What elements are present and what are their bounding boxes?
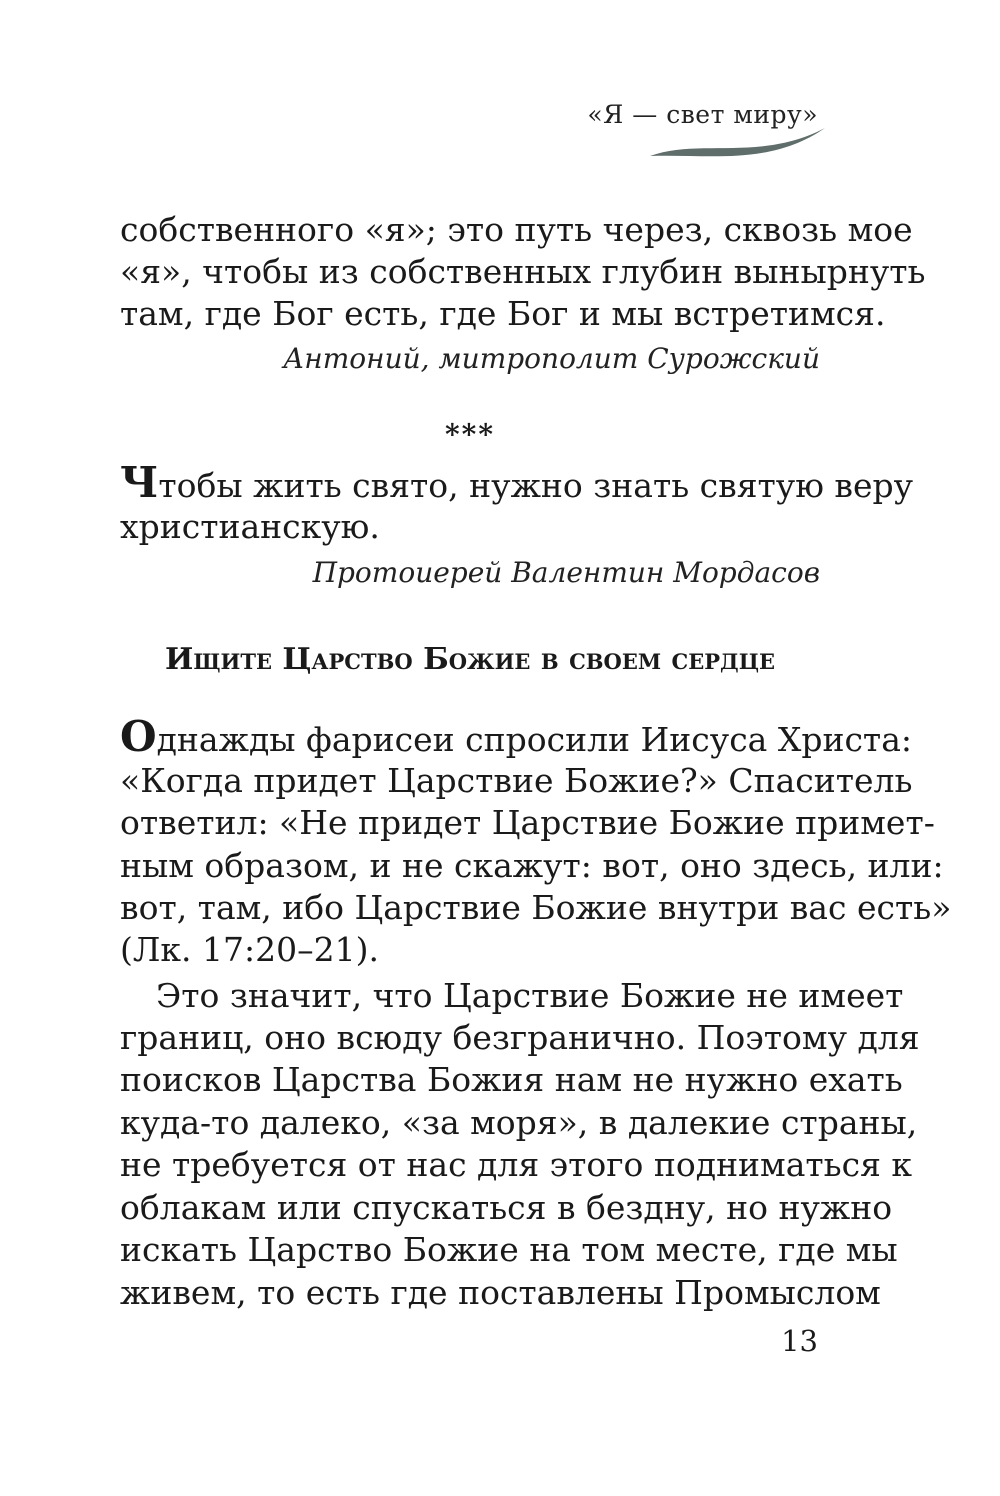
text-line: собственного «я»; это путь через, сквозь мое [120, 210, 913, 249]
text-line: ответил: «Не придет Царствие Божие примет- [120, 803, 935, 842]
text-line [120, 712, 912, 761]
text-span: днажды фарисеи спросили Иисуса Христа: [156, 720, 912, 759]
text-line: облакам или спускаться в бездну, но нужно [120, 1188, 893, 1227]
text-line: живем, то есть где поставлены Промыслом [120, 1273, 881, 1312]
text-line: «я», чтобы из собственных глубин вынырнуть [120, 252, 926, 291]
text-line: ным образом, и не скажут: вот, оно здесь, или: [120, 846, 944, 885]
text-line: христианскую. [120, 507, 380, 546]
quote-attribution: Антоний, митрополит Сурожский [283, 342, 820, 375]
running-head: «Я — свет миру» [587, 100, 818, 129]
text-line: куда-то далеко, «за моря», в далекие страны, [120, 1103, 918, 1142]
text-line: вот, там, ибо Царствие Божие внутри вас есть» [120, 888, 952, 927]
text-line: там, где Бог есть, где Бог и мы встретимся. [120, 294, 886, 333]
text-line [120, 458, 914, 507]
swoosh-ornament-icon [640, 118, 830, 168]
text-line: искать Царство Божие на том месте, где мы [120, 1230, 898, 1269]
page-number: 13 [781, 1324, 818, 1358]
text-span: тобы жить свято, нужно знать святую веру [158, 466, 914, 505]
text-line: Это значит, что Царствие Божие не имеет [156, 976, 904, 1015]
section-heading: Ищите Царство Божие в своем сердце [164, 642, 776, 677]
drop-cap: Ч [120, 458, 159, 507]
text-line: «Когда придет Царствие Божие?» Спаситель [120, 761, 913, 800]
text-line: не требуется от нас для этого подниматься к [120, 1145, 913, 1184]
text-line: (Лк. 17:20–21). [120, 930, 379, 969]
section-separator: *** [445, 418, 495, 451]
quote-attribution: Протоиерей Валентин Мордасов [312, 556, 820, 589]
text-line: границ, оно всюду безгранично. Поэтому для [120, 1018, 920, 1057]
drop-cap: О [120, 712, 157, 761]
text-line: поисков Царства Божия нам не нужно ехать [120, 1060, 903, 1099]
